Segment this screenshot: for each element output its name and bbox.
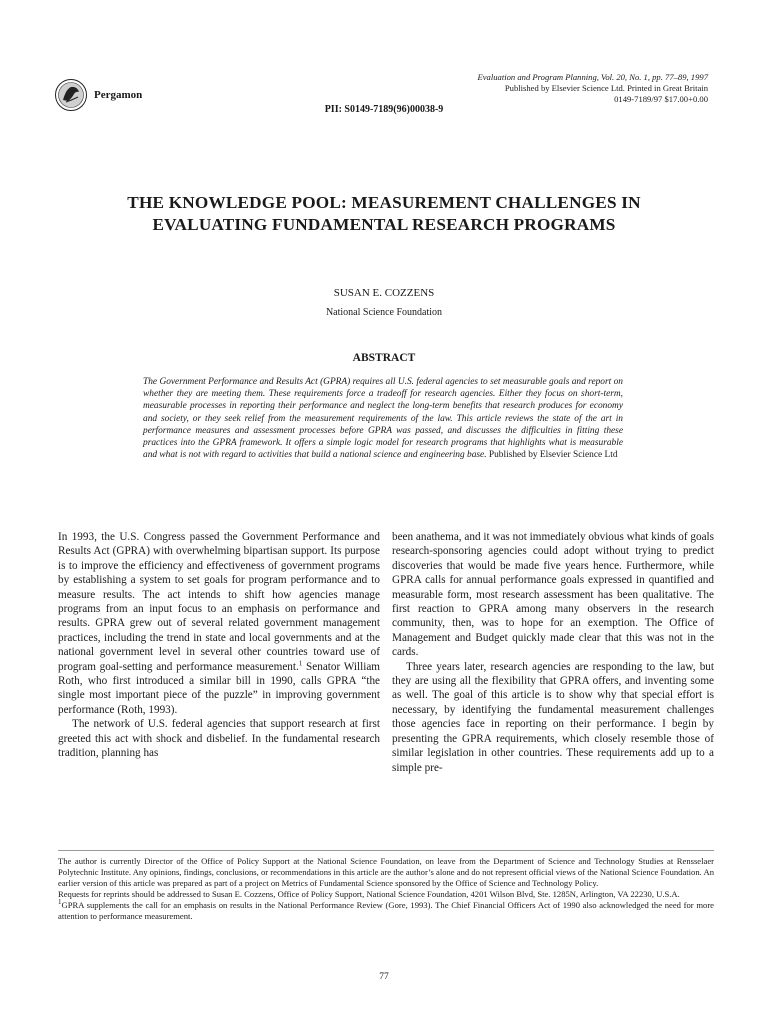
body-text: In 1993, the U.S. Congress passed the Government Performance and Results Act (GPRA) with overwhelming bipartisan support. Its purpose is to improve the efficiency and effectiveness of government programs by establishing a system to set goals for program performance and to measure results. The act intends to shift how agencies manage programs from an input focus to an emphasis on performance and results. GPRA grew out of several related government management practices, including the trend in state and local governments and at the national government level in several other countries toward use of program goal-setting and performance measurement. [58,531,380,673]
body-paragraph [58,530,380,717]
footnotes [58,856,714,923]
footnote-marker: 1 [298,658,303,667]
title-line-2: EVALUATING FUNDAMENTAL RESEARCH PROGRAMS [152,215,616,234]
footnote-author-note: The author is currently Director of the Office of Policy Support at the National Science Foundation, on leave from the Department of Science and Technology Studies at Rensselaer Polytechnic Institute. Any opinions, findings, conclusions, or recommendations in this article are the author’s alone and do not represent official views of the National Science Foundation. An earlier version of this article was prepared as part of a project on Metrics of Fundamental Science sponsored by the Office of Science and Technology Policy. [58,856,714,889]
body-paragraph: been anathema, and it was not immediately obvious what kinds of goals research-sponsoring agencies could adopt without trying to predict discoveries that would be made five years hence. Furthermore, while GPRA calls for annual performance goals expressed in quantified and measurable form, most research assessment has been qualitative. The first reaction to GPRA among many observers in the research community, then, was to hope for an exemption. The Office of Management and Budget quickly made clear that this was not in the cards. [392,531,714,659]
footnote-divider [58,850,714,851]
abstract-publisher-note: Published by Elsevier Science Ltd [488,450,618,461]
citation-publisher: Published by Elsevier Science Ltd. Printed in Great Britain [504,83,708,93]
body-text: Senator William Roth, who first introduced a similar bill in 1990, calls GPRA “the single most important piece of the puzzle” in improving government performance (Roth, 1993). [58,660,380,716]
footnote-text: GPRA supplements the call for an emphasis on results in the National Performance Review (Gore, 1993). The Chief Financial Officers Act of 1990 also acknowledged the need for more attention to performance measurement. [58,900,714,922]
journal-citation [348,72,708,105]
author-name: SUSAN E. COZZENS [333,287,435,299]
pii-identifier: PII: S0149-7189(96)00038-9 [324,104,444,115]
body-column-left [58,530,380,761]
title-line-1: THE KNOWLEDGE POOL: MEASUREMENT CHALLENGES IN [127,193,641,212]
footnote-reprints: Requests for reprints should be addressed to Susan E. Cozzens, Office of Policy Support, National Science Foundation, 4201 Wilson Blvd, Ste. 1285N, Arlington, VA 22230, U.S.A. [58,889,680,900]
author-affiliation: National Science Foundation [325,307,443,318]
body-paragraph: The network of U.S. federal agencies that support research at first greeted this act with shock and disbelief. In the fundamental research tradition, planning has [58,718,380,760]
body-paragraph: Three years later, research agencies are responding to the law, but they are using all the flexibility that GPRA offers, and inventing some as well. The goal of this article is to show why that special effort is necessary, by identifying the fundamental measurement challenges those agencies face in reporting on their performance. I begin by presenting the GPRA requirements, which closely resemble those of similar legislation in other countries. These requirements add up to a simple pre- [392,660,714,774]
citation-journal: Evaluation and Program Planning, Vol. 20, No. 1, pp. 77–89, 1997 [477,72,708,82]
footnote-marker: 1 [58,898,62,907]
article-title [40,192,728,236]
body-column-right [392,530,714,775]
abstract-text: The Government Performance and Results Act (GPRA) requires all U.S. federal agencies to set measurable goals and report on whether they are meeting them. These requirements force a tradeoff for research agencies. Either they focus on short-term, measurable processes in reporting their performance and neglect the long-term benefits that research produces for economy and society, or they seek relief from the measurement requirements of the law. This article reviews the state of the art in performance measures and assessment processes before GPRA was passed, and discusses the difficulties in fitting these practices into the GPRA framework. It offers a simple logic model for research programs that highlights what is measurable and what is not with regard to activities that build a national science and engineering base. [143,377,623,461]
abstract-body [143,376,623,461]
citation-issn: 0149-7189/97 $17.00+0.00 [614,94,708,104]
publisher-name: Pergamon [94,89,143,101]
page-number: 77 [379,972,389,982]
abstract-heading: ABSTRACT [352,352,416,364]
footnote-1 [58,900,714,922]
